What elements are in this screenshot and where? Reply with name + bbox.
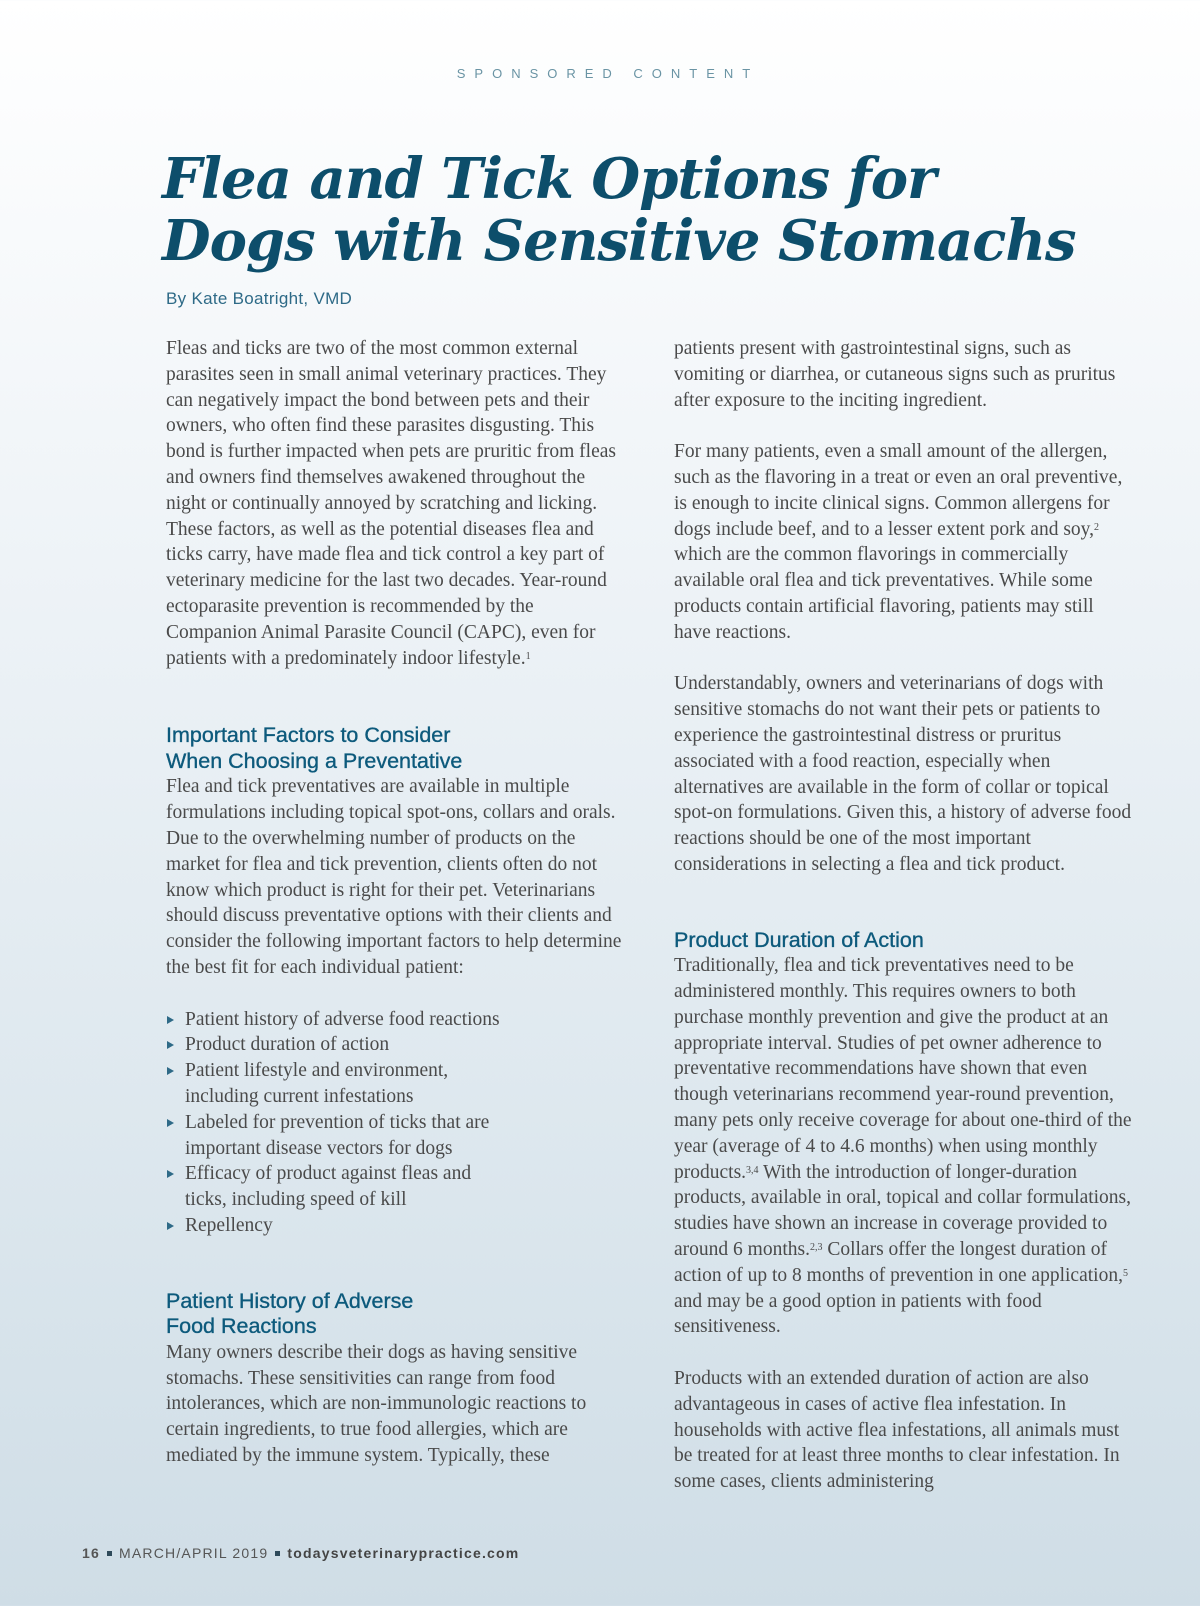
continued-paragraph: patients present with gastrointestinal signs, such as vomiting or diarrhea, or cutaneous signs such as pruritus after exposure to the inciting ingredient.	[674, 338, 1116, 411]
footnote-ref: 2,3	[809, 1242, 823, 1253]
list-item: Patient lifestyle and environment, including current infestations	[166, 1058, 485, 1110]
byline: By Kate Boatright, VMD	[166, 289, 353, 308]
history-paragraph: Many owners describe their dogs as having sensitive stomachs. These sensitivities can range from food intolerances, which are non-immunologic reactions to certain ingredients, to true food allergies, which are mediated by the immune system. Typically, these	[166, 1341, 587, 1466]
triangle-bullet-icon	[167, 1170, 174, 1178]
list-item: Product duration of action	[166, 1032, 626, 1058]
article-title	[162, 148, 1122, 272]
triangle-bullet-icon	[167, 1119, 174, 1127]
allergen-paragraph: For many patients, even a small amount of the allergen, such as the flavoring in a treat or even an oral preventive, is enough to incite clinical signs. Common allergens for dogs include beef, and to a lesser extent pork and soy,$^2$ which are the common flavorings in commercially available oral flea and tick preventatives. While some products contain artificial flavoring, patients may still have reactions.	[674, 441, 1123, 643]
triangle-bullet-icon	[167, 1067, 174, 1075]
list-item: Repellency	[166, 1213, 626, 1239]
triangle-bullet-icon	[167, 1222, 174, 1230]
separator-square-icon	[275, 1551, 280, 1556]
list-item: Patient history of adverse food reactions	[166, 1007, 626, 1033]
issue-date: MARCH/APRIL 2019	[118, 1545, 269, 1561]
footnote-ref: 2	[1094, 521, 1100, 533]
factors-list	[166, 1007, 626, 1239]
duration-paragraph: Traditionally, flea and tick preventatives need to be administered monthly. This requires owners to both purchase monthly prevention and give the product at an appropriate interval. Studies of pet owner adherence to preventative recommendations have shown that even though veterinarians recommend year-round prevention, many pets only receive coverage for about one-third of the year (average of 4 to 4.6 months) when using monthly products.$^{3,4}$ With the introduction of longer-duration products, available in oral, topical and collar formulations, studies have shown an increase in coverage provided to around 6 months.$^{2,3}$ Collars offer the longest duration of action of up to 8 months of prevention in one application,$^5$ and may be a good option in patients with food sensitiveness.	[674, 955, 1132, 1338]
title-line-1: Flea and Tick Options for	[162, 146, 936, 212]
triangle-bullet-icon	[167, 1041, 174, 1049]
footnote-ref: 1	[525, 650, 531, 662]
triangle-bullet-icon	[167, 1016, 174, 1024]
heading-duration-of-action: Product Duration of Action	[674, 927, 924, 952]
page-number: 16	[82, 1545, 100, 1561]
website-url: todaysveterinarypractice.com	[287, 1545, 520, 1561]
left-column	[166, 336, 626, 1469]
page-footer	[82, 1545, 519, 1561]
sponsored-label: SPONSORED CONTENT	[456, 66, 760, 81]
title-line-2: Dogs with Sensitive Stomachs	[162, 208, 1076, 274]
footnote-ref: 5	[1122, 1267, 1128, 1279]
list-item: Efficacy of product against fleas and ticks, including speed of kill	[166, 1161, 495, 1213]
heading-important-factors: Important Factors to Consider When Choosing a Preventative	[166, 723, 463, 773]
list-item: Labeled for prevention of ticks that are important disease vectors for dogs	[166, 1110, 515, 1162]
intro-paragraph: Fleas and ticks are two of the most common external parasites seen in small animal veterinary practices. They can negatively impact the bond between pets and their owners, who often find these parasites disgusting. This bond is further impacted when pets are pruritic from fleas and owners find themselves awakened throughout the night or continually annoyed by scratching and licking. These factors, as well as the potential diseases flea and ticks carry, have made flea and tick control a key part of veterinary medicine for the last two decades. Year-round ectoparasite prevention is recommended by the Companion Animal Parasite Council (CAPC), even for patients with a predominately indoor lifestyle.$^1$	[166, 338, 616, 669]
separator-square-icon	[107, 1551, 112, 1556]
factors-paragraph: Flea and tick preventatives are available in multiple formulations including topical spot-ons, collars and orals. Due to the overwhelming number of products on the market for flea and tick prevention, clients often do not know which product is right for their pet. Veterinarians should discuss preventative options with their clients and consider the following important factors to help determine the best fit for each individual patient:	[166, 776, 622, 978]
food-reaction-paragraph: Understandably, owners and veterinarians of dogs with sensitive stomachs do not want their pets or patients to experience the gastrointestinal distress or pruritus associated with a food reaction, especially when alternatives are available in the form of collar or topical spot-on formulations. Given this, a history of adverse food reactions should be one of the most important considerations in selecting a flea and tick product.	[674, 673, 1132, 875]
extended-duration-paragraph: Products with an extended duration of action are also advantageous in cases of active flea infestation. In households with active flea infestations, all animals must be treated for at least three months to clear infestation. In some cases, clients administering	[674, 1367, 1120, 1493]
heading-patient-history: Patient History of Adverse Food Reactions	[166, 1288, 414, 1339]
right-column	[674, 336, 1134, 1495]
footnote-ref: 3,4	[746, 1164, 759, 1176]
